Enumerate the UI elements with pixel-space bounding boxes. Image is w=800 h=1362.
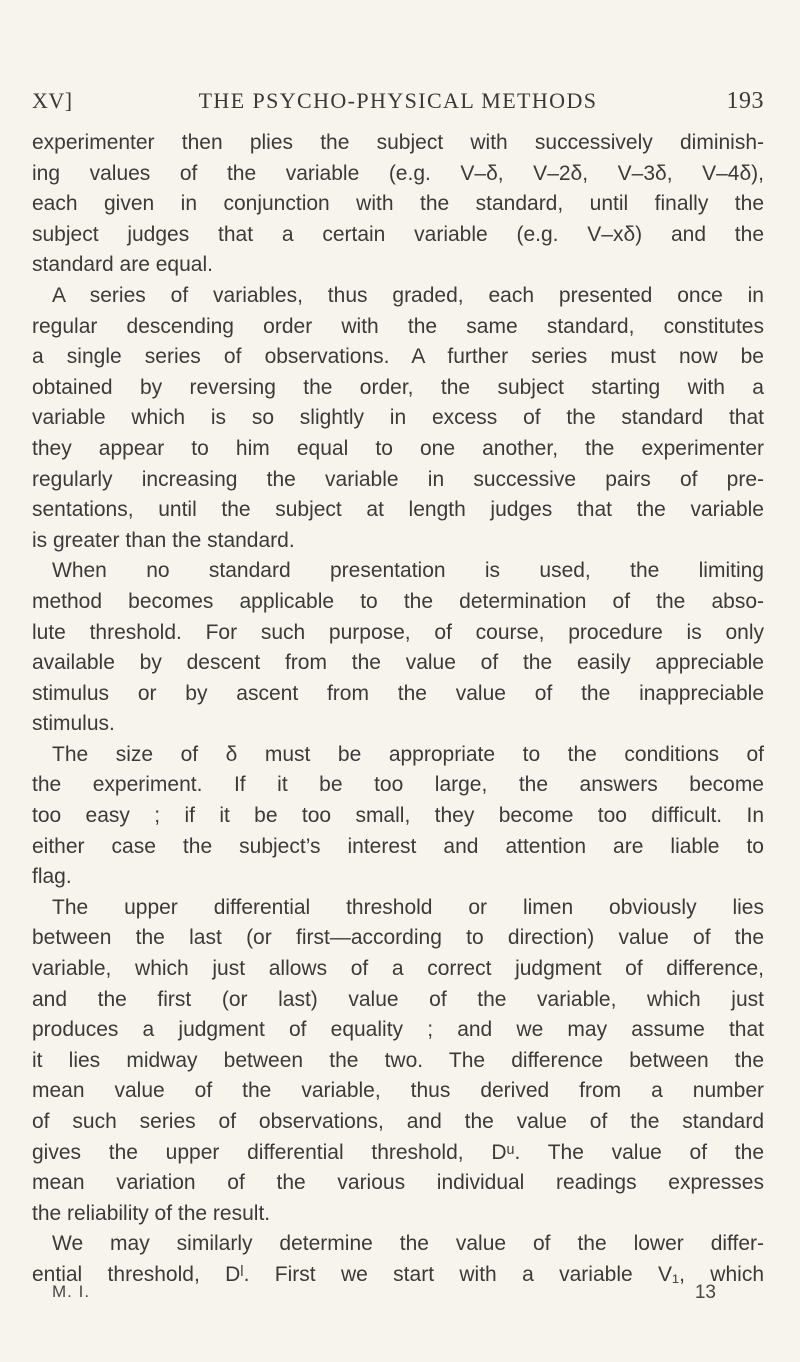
text-line: stimulus. xyxy=(32,712,115,736)
text-line: standard are equal. xyxy=(32,253,213,277)
text-line: produces a judgment of equality ; and we may assume that xyxy=(32,1018,764,1042)
page-footer xyxy=(52,1282,716,1308)
text-line: regular descending order with the same standard, constitutes xyxy=(32,314,764,338)
text-line: experimenter then plies the subject with successively diminish- xyxy=(32,131,764,154)
text-line: stimulus or by ascent from the value of the inappreciable xyxy=(32,681,764,705)
text-line: ing values of the variable (e.g. V–δ, V–2δ, V–3δ, V–4δ), xyxy=(32,161,764,185)
text-line: We may similarly determine the value of the lower differ- xyxy=(52,1232,764,1256)
text-line: subject judges that a certain variable (e.g. V–xδ) and the xyxy=(32,222,764,246)
text-line: the reliability of the result. xyxy=(32,1201,271,1225)
text-line: either case the subject’s interest and attention are liable to xyxy=(32,834,764,858)
text-line: too easy ; if it be too small, they become too difficult. In xyxy=(32,804,764,828)
text-line: ential threshold, Dˡ. First we start with a variable V₁, which xyxy=(32,1262,764,1286)
text-line: flag. xyxy=(32,865,72,889)
text-line: The size of δ must be appropriate to the conditions of xyxy=(52,742,764,766)
text-line: they appear to him equal to one another, the experimenter xyxy=(32,436,764,460)
text-line: between the last (or first—according to direction) value of the xyxy=(32,926,764,950)
signature-mark: M. I. xyxy=(52,1282,91,1301)
text-line: mean value of the variable, thus derived from a number xyxy=(32,1079,764,1103)
text-line: and the first (or last) value of the variable, which just xyxy=(32,987,764,1011)
running-header xyxy=(32,88,764,118)
text-line: sentations, until the subject at length judges that the variable xyxy=(32,498,764,522)
text-line: A series of variables, thus graded, each presented once in xyxy=(52,283,764,307)
text-line: is greater than the standard. xyxy=(32,528,295,552)
running-title: THE PSYCHO-PHYSICAL METHODS xyxy=(198,88,598,113)
sheet-number: 13 xyxy=(694,1282,716,1303)
text-line: of such series of observations, and the value of the standard xyxy=(32,1110,764,1133)
text-line: each given in conjunction with the standard, until finally the xyxy=(32,192,764,216)
text-line: gives the upper differential threshold, Dᵘ. The value of the xyxy=(32,1140,764,1164)
text-line: The upper differential threshold or limen obviously lies xyxy=(52,895,764,919)
text-line: method becomes applicable to the determination of the abso- xyxy=(32,589,764,613)
text-line: available by descent from the value of the easily appreciable xyxy=(32,651,764,675)
text-line: variable, which just allows of a correct judgment of difference, xyxy=(32,957,764,981)
text-line: When no standard presentation is used, the limiting xyxy=(52,559,764,583)
text-line: it lies midway between the two. The difference between the xyxy=(32,1048,764,1072)
chapter-marker: XV] xyxy=(32,88,73,113)
body-text xyxy=(32,128,764,1291)
text-line: variable which is so slightly in excess of the standard that xyxy=(32,406,764,430)
text-line: a single series of observations. A further series must now be xyxy=(32,345,764,369)
text-line: regularly increasing the variable in successive pairs of pre- xyxy=(32,467,764,491)
text-line: obtained by reversing the order, the subject starting with a xyxy=(32,375,764,399)
page-number: 193 xyxy=(726,88,764,114)
text-line: the experiment. If it be too large, the answers become xyxy=(32,773,764,797)
text-line: mean variation of the various individual readings expresses xyxy=(32,1171,764,1195)
text-line: lute threshold. For such purpose, of course, procedure is only xyxy=(32,620,764,644)
